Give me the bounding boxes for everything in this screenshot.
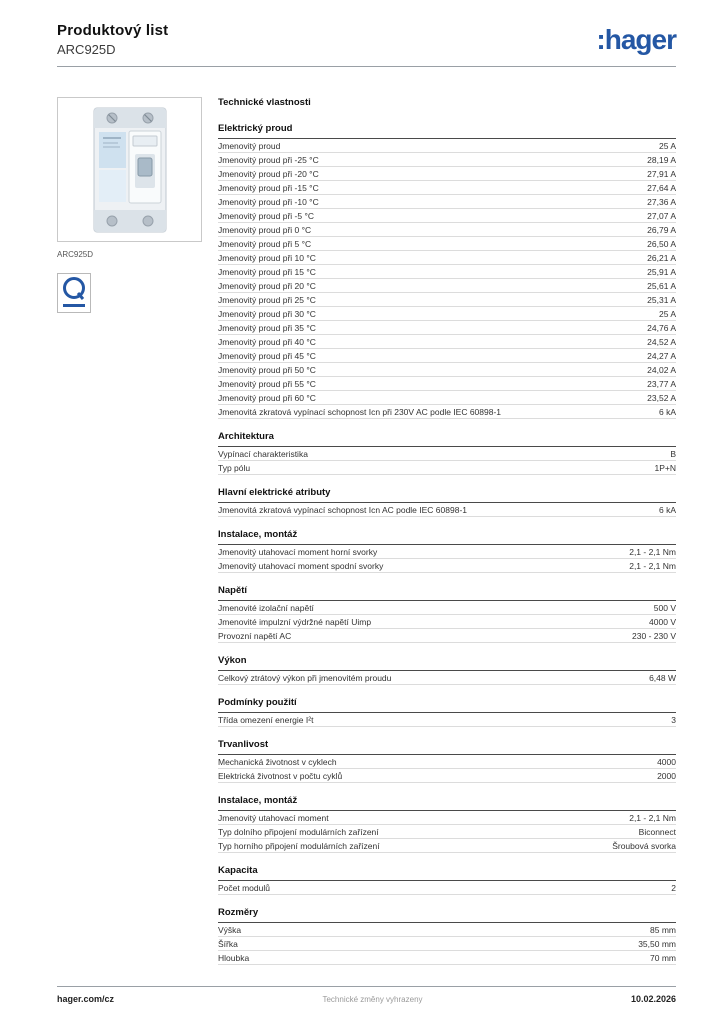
spec-value: B <box>670 448 676 459</box>
spec-row <box>218 503 676 517</box>
spec-value: 24,76 A <box>647 322 676 333</box>
spec-row <box>218 167 676 181</box>
spec-section-title: Trvanlivost <box>218 739 676 755</box>
spec-value: 6,48 W <box>649 672 676 683</box>
spec-label: Jmenovitá zkratová vypínací schopnost Icn AC podle IEC 60898-1 <box>218 504 467 515</box>
page-header <box>57 22 676 57</box>
spec-label: Provozní napětí AC <box>218 630 292 641</box>
spec-section-title: Rozměry <box>218 907 676 923</box>
spec-section <box>218 795 676 853</box>
spec-label: Typ horního připojení modulárních zařízení <box>218 840 380 851</box>
spec-value: 70 mm <box>650 952 676 963</box>
spec-row <box>218 265 676 279</box>
spec-row <box>218 251 676 265</box>
spec-section <box>218 739 676 783</box>
spec-label: Jmenovitý proud při 30 °C <box>218 308 316 319</box>
spec-section <box>218 865 676 895</box>
spec-label: Šířka <box>218 938 238 949</box>
spec-value: 27,91 A <box>647 168 676 179</box>
content-area <box>57 97 676 965</box>
spec-section-title: Výkon <box>218 655 676 671</box>
spec-row <box>218 671 676 685</box>
spec-rows <box>218 503 676 517</box>
spec-row <box>218 237 676 251</box>
product-image <box>57 97 202 242</box>
spec-label: Jmenovitý proud při 0 °C <box>218 224 312 235</box>
spec-value: 6 kA <box>658 406 676 417</box>
spec-value: 4000 <box>657 756 676 767</box>
spec-rows <box>218 923 676 965</box>
spec-label: Třída omezení energie I²t <box>218 714 314 725</box>
quality-label-q-icon <box>57 273 91 318</box>
spec-value: 27,64 A <box>647 182 676 193</box>
spec-value: 35,50 mm <box>638 938 676 949</box>
spec-value: 2,1 - 2,1 Nm <box>629 560 676 571</box>
spec-row <box>218 293 676 307</box>
spec-row <box>218 195 676 209</box>
spec-row <box>218 181 676 195</box>
spec-panel <box>218 97 676 965</box>
spec-row <box>218 405 676 419</box>
spec-label: Jmenovitý proud při 20 °C <box>218 280 316 291</box>
spec-row <box>218 377 676 391</box>
spec-value: 1P+N <box>654 462 676 473</box>
spec-rows <box>218 881 676 895</box>
spec-label: Elektrická životnost v počtu cyklů <box>218 770 343 781</box>
header-titles <box>57 22 168 57</box>
spec-section-title: Instalace, montáž <box>218 795 676 811</box>
spec-label: Jmenovitý proud <box>218 140 281 151</box>
spec-section <box>218 529 676 573</box>
spec-rows <box>218 139 676 419</box>
spec-label: Typ pólu <box>218 462 251 473</box>
spec-row <box>218 601 676 615</box>
spec-label: Hloubka <box>218 952 250 963</box>
spec-rows <box>218 601 676 643</box>
spec-section <box>218 487 676 517</box>
spec-section-title: Elektrický proud <box>218 123 676 139</box>
spec-label: Jmenovitý proud při -20 °C <box>218 168 319 179</box>
spec-value: 28,19 A <box>647 154 676 165</box>
spec-value: 25,91 A <box>647 266 676 277</box>
spec-row <box>218 951 676 965</box>
spec-label: Počet modulů <box>218 882 270 893</box>
footer-date: 10.02.2026 <box>630 994 676 1004</box>
spec-sections <box>218 123 676 965</box>
spec-label: Jmenovitý proud při 15 °C <box>218 266 316 277</box>
spec-section-title: Napětí <box>218 585 676 601</box>
circuit-breaker-image <box>58 98 201 241</box>
spec-label: Jmenovitý utahovací moment horní svorky <box>218 546 378 557</box>
spec-section <box>218 697 676 727</box>
spec-rows <box>218 755 676 783</box>
spec-row <box>218 209 676 223</box>
spec-label: Jmenovitý proud při 10 °C <box>218 252 316 263</box>
spec-value: 25 A <box>658 308 676 319</box>
spec-label: Jmenovitý proud při -15 °C <box>218 182 319 193</box>
spec-section <box>218 123 676 419</box>
spec-section-title: Architektura <box>218 431 676 447</box>
spec-label: Jmenovité izolační napětí <box>218 602 314 613</box>
spec-section <box>218 655 676 685</box>
spec-section-title: Podmínky použití <box>218 697 676 713</box>
spec-value: 27,07 A <box>647 210 676 221</box>
spec-label: Jmenovitý proud při -10 °C <box>218 196 319 207</box>
spec-row <box>218 307 676 321</box>
spec-value: 24,02 A <box>647 364 676 375</box>
spec-section <box>218 907 676 965</box>
spec-row <box>218 839 676 853</box>
spec-value: 23,77 A <box>647 378 676 389</box>
spec-value: 2,1 - 2,1 Nm <box>629 812 676 823</box>
spec-value: 23,52 A <box>647 392 676 403</box>
spec-section-title: Hlavní elektrické atributy <box>218 487 676 503</box>
spec-row <box>218 825 676 839</box>
spec-label: Typ dolního připojení modulárních zařízení <box>218 826 379 837</box>
spec-label: Jmenovitý proud při 50 °C <box>218 364 316 375</box>
spec-row <box>218 881 676 895</box>
spec-label: Výška <box>218 924 242 935</box>
spec-rows <box>218 811 676 853</box>
footer-website-link[interactable]: hager.com/cz <box>57 994 115 1004</box>
spec-value: 500 V <box>653 602 676 613</box>
spec-section-title: Kapacita <box>218 865 676 881</box>
spec-row <box>218 349 676 363</box>
spec-label: Jmenovitý proud při 55 °C <box>218 378 316 389</box>
spec-label: Jmenovitá zkratová vypínací schopnost Icn při 230V AC podle IEC 60898-1 <box>218 406 502 417</box>
spec-value: 26,79 A <box>647 224 676 235</box>
spec-value: 3 <box>671 714 676 725</box>
spec-value: Biconnect <box>638 826 676 837</box>
page-footer <box>57 986 676 1004</box>
spec-value: 230 - 230 V <box>632 630 676 641</box>
spec-row <box>218 923 676 937</box>
spec-value: 26,50 A <box>647 238 676 249</box>
spec-value: 24,52 A <box>647 336 676 347</box>
spec-row <box>218 391 676 405</box>
hager-logo: :hager <box>596 24 676 55</box>
spec-label: Jmenovitý proud při 40 °C <box>218 336 316 347</box>
spec-value: 26,21 A <box>647 252 676 263</box>
spec-value: 24,27 A <box>647 350 676 361</box>
page-title: Produktový list <box>57 22 169 39</box>
spec-label: Jmenovitý proud při 5 °C <box>218 238 312 249</box>
spec-label: Jmenovitý proud při -25 °C <box>218 154 319 165</box>
spec-row <box>218 811 676 825</box>
spec-row <box>218 363 676 377</box>
spec-row <box>218 321 676 335</box>
product-sidebar <box>57 97 202 965</box>
spec-label: Jmenovitý proud při 35 °C <box>218 322 316 333</box>
spec-row <box>218 755 676 769</box>
spec-rows <box>218 545 676 573</box>
spec-value: 25,61 A <box>647 280 676 291</box>
spec-row <box>218 769 676 783</box>
spec-row <box>218 615 676 629</box>
spec-rows <box>218 671 676 685</box>
spec-value: Šroubová svorka <box>612 840 676 851</box>
spec-value: 25,31 A <box>647 294 676 305</box>
spec-row <box>218 559 676 573</box>
spec-label: Jmenovitý utahovací moment <box>218 812 329 823</box>
spec-row <box>218 139 676 153</box>
footer-disclaimer: Technické změny vyhrazeny <box>322 995 423 1004</box>
product-image-caption: ARC925D <box>57 250 94 259</box>
spec-value: 2,1 - 2,1 Nm <box>629 546 676 557</box>
spec-section-title: Instalace, montáž <box>218 529 676 545</box>
tech-properties-heading: Technické vlastnosti <box>218 97 311 108</box>
spec-value: 85 mm <box>650 924 676 935</box>
spec-label: Jmenovitý proud při 25 °C <box>218 294 316 305</box>
spec-label: Jmenovité impulzní výdržné napětí Uimp <box>218 616 372 627</box>
spec-label: Celkový ztrátový výkon při jmenovitém proudu <box>218 672 392 683</box>
spec-row <box>218 629 676 643</box>
spec-value: 6 kA <box>658 504 676 515</box>
spec-rows <box>218 447 676 475</box>
product-code: ARC925D <box>57 42 116 57</box>
spec-row <box>218 713 676 727</box>
spec-label: Jmenovitý utahovací moment spodní svorky <box>218 560 384 571</box>
spec-label: Jmenovitý proud při -5 °C <box>218 210 314 221</box>
spec-label: Vypínací charakteristika <box>218 448 308 459</box>
spec-row <box>218 461 676 475</box>
spec-value: 2000 <box>657 770 676 781</box>
spec-section <box>218 585 676 643</box>
header-divider <box>57 66 676 67</box>
spec-value: 4000 V <box>649 616 676 627</box>
spec-row <box>218 223 676 237</box>
spec-rows <box>218 713 676 727</box>
spec-label: Jmenovitý proud při 60 °C <box>218 392 316 403</box>
spec-row <box>218 447 676 461</box>
spec-row <box>218 279 676 293</box>
spec-value: 2 <box>671 882 676 893</box>
spec-row <box>218 153 676 167</box>
spec-value: 25 A <box>658 140 676 151</box>
spec-row <box>218 335 676 349</box>
spec-section <box>218 431 676 475</box>
spec-row <box>218 545 676 559</box>
spec-row <box>218 937 676 951</box>
spec-value: 27,36 A <box>647 196 676 207</box>
spec-label: Mechanická životnost v cyklech <box>218 756 337 767</box>
spec-label: Jmenovitý proud při 45 °C <box>218 350 316 361</box>
